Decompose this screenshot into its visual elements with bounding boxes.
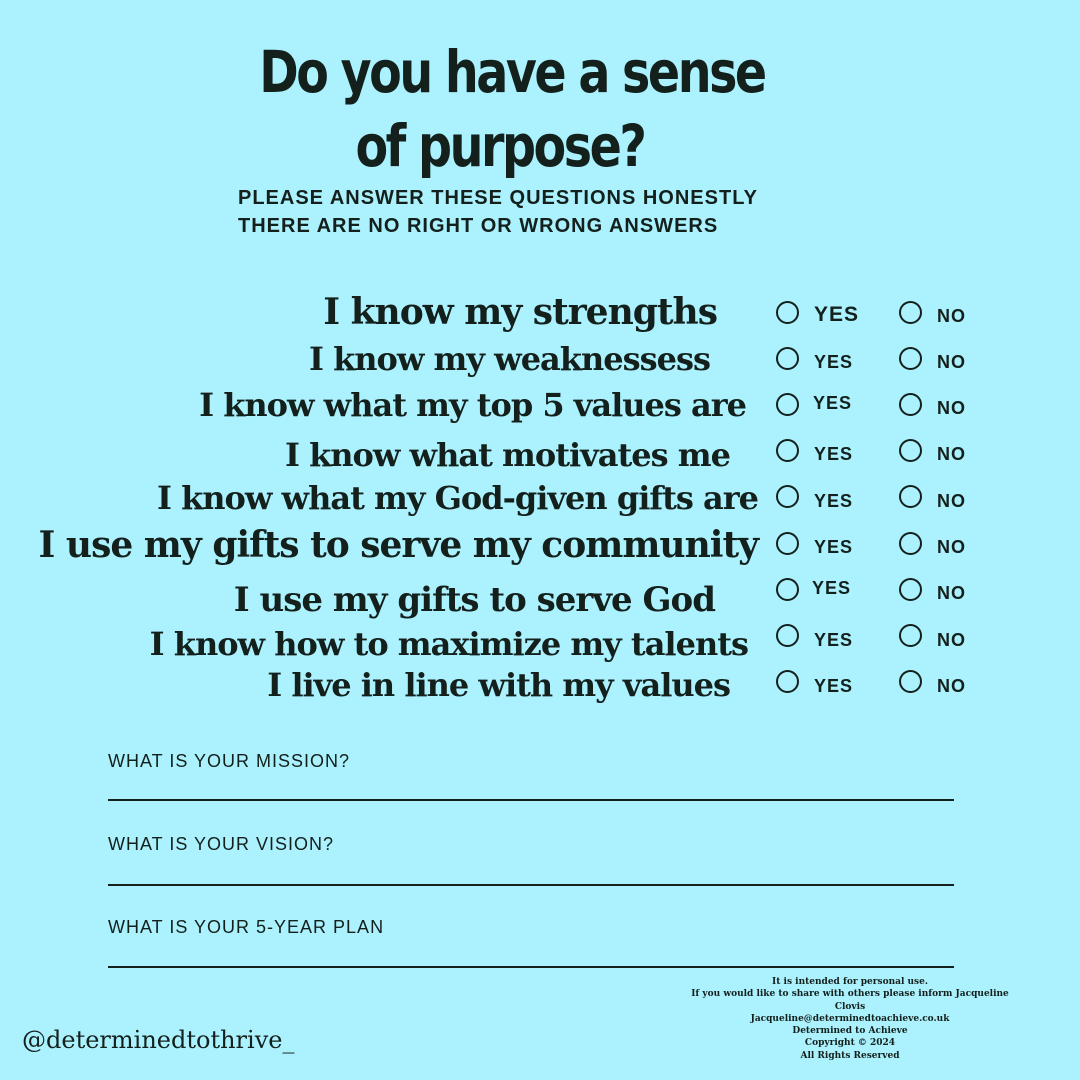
yes-label: YES	[814, 537, 854, 557]
radio-yes-weaknesses[interactable]	[776, 347, 799, 370]
yes-label: YES	[814, 676, 854, 696]
question-serve-god: I use my gifts to serve God	[233, 580, 715, 620]
question-strengths: I know my strengths	[323, 291, 717, 333]
yes-label: YES	[812, 578, 852, 598]
no-label: NO	[937, 676, 966, 696]
yes-label: YES	[814, 303, 860, 326]
radio-yes-values[interactable]	[776, 393, 799, 416]
radio-no-gifts[interactable]	[899, 485, 922, 508]
five-year-plan-answer-line[interactable]	[108, 966, 954, 968]
radio-yes-motivates[interactable]	[776, 439, 799, 462]
radio-yes-live-values[interactable]	[776, 670, 799, 693]
no-label: NO	[937, 352, 966, 372]
question-talents: I know how to maximize my talents	[149, 625, 748, 663]
notice-line: Determined to Achieve	[792, 1026, 908, 1037]
radio-yes-serve-community[interactable]	[776, 532, 799, 555]
page-title-line-1: Do you have a sense	[259, 38, 765, 106]
notice-line: Copyright © 2024	[804, 1038, 896, 1049]
yes-label: YES	[813, 393, 853, 413]
radio-no-motivates[interactable]	[899, 439, 922, 462]
notice-line: It is intended for personal use.	[772, 977, 928, 987]
question-serve-community: I use my gifts to serve my community	[38, 524, 758, 566]
question-live-values: I live in line with my values	[267, 666, 730, 704]
yes-label: YES	[814, 352, 854, 372]
radio-yes-strengths[interactable]	[776, 301, 799, 324]
no-label: NO	[937, 444, 966, 464]
five-year-plan-prompt: WHAT IS YOUR 5-YEAR PLAN	[108, 917, 385, 937]
copyright-notice	[690, 976, 1010, 1062]
radio-no-values[interactable]	[899, 393, 922, 416]
radio-yes-gifts[interactable]	[776, 485, 799, 508]
radio-no-strengths[interactable]	[899, 301, 922, 324]
vision-prompt: WHAT IS YOUR VISION?	[108, 834, 335, 854]
no-label: NO	[937, 398, 966, 418]
subtitle-line-1: PLEASE ANSWER THESE QUESTIONS HONESTLY	[238, 187, 758, 209]
mission-prompt: WHAT IS YOUR MISSION?	[108, 751, 351, 771]
vision-answer-line[interactable]	[108, 884, 954, 886]
question-weaknesses: I know my weaknessess	[308, 340, 710, 378]
notice-line: If you would like to share with others please inform Jacqueline Clovis	[691, 989, 1009, 1012]
notice-email: Jacqueline@determinedtoachieve.co.uk	[750, 1013, 950, 1024]
yes-label: YES	[814, 630, 854, 650]
radio-no-weaknesses[interactable]	[899, 347, 922, 370]
yes-label: YES	[814, 491, 854, 511]
radio-no-serve-community[interactable]	[899, 532, 922, 555]
no-label: NO	[937, 491, 966, 511]
no-label: NO	[937, 630, 966, 650]
page-title-line-2: of purpose?	[355, 112, 645, 180]
yes-label: YES	[814, 444, 854, 464]
mission-answer-line[interactable]	[108, 799, 954, 801]
subtitle-line-2: THERE ARE NO RIGHT OR WRONG ANSWERS	[238, 215, 719, 237]
radio-no-serve-god[interactable]	[899, 578, 922, 601]
question-motivates: I know what motivates me	[284, 436, 730, 474]
question-values: I know what my top 5 values are	[199, 386, 746, 424]
social-handle: @determinedtothrive_	[22, 1026, 295, 1054]
radio-no-live-values[interactable]	[899, 670, 922, 693]
no-label: NO	[937, 306, 966, 326]
no-label: NO	[937, 537, 966, 557]
no-label: NO	[937, 583, 966, 603]
radio-yes-talents[interactable]	[776, 624, 799, 647]
radio-no-talents[interactable]	[899, 624, 922, 647]
question-gifts: I know what my God-given gifts are	[156, 479, 758, 517]
notice-line: All Rights Reserved	[800, 1050, 900, 1061]
radio-yes-serve-god[interactable]	[776, 578, 799, 601]
